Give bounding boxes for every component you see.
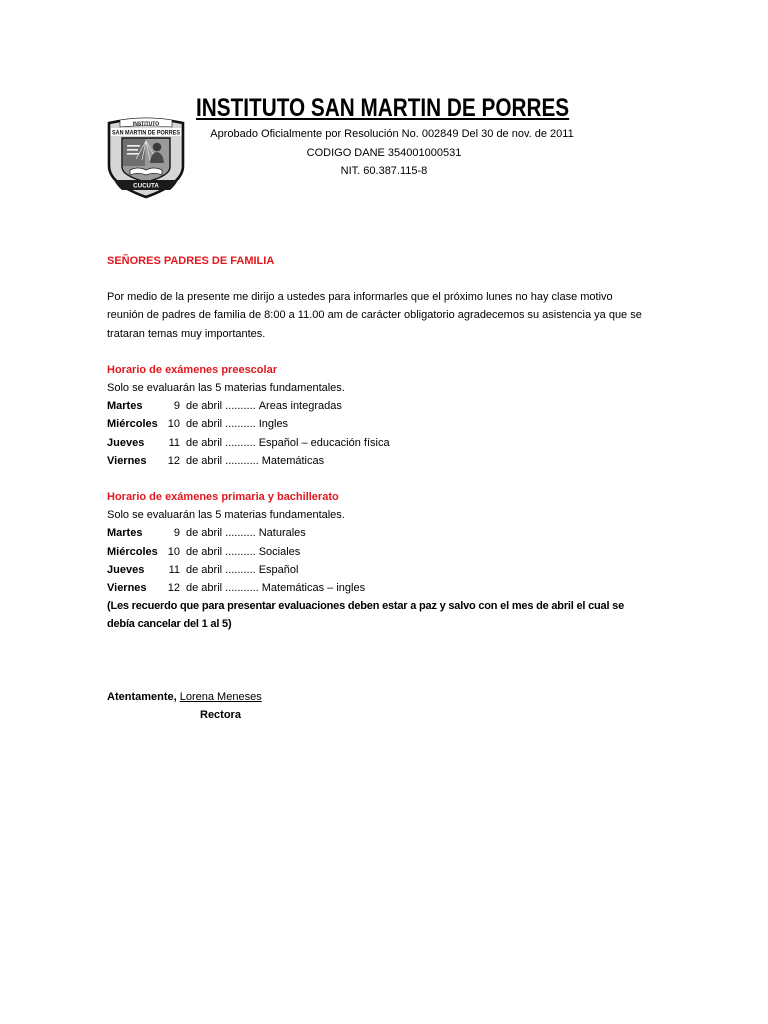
exam-date: 9	[173, 400, 180, 413]
institution-details	[174, 125, 594, 181]
exam-month: de abril ..........	[186, 418, 256, 431]
exam-date: 10	[167, 545, 180, 558]
schedule-heading-primaria-bachillerato: Horario de exámenes primaria y bachillerato	[107, 491, 339, 504]
exam-day: Viernes	[107, 454, 147, 467]
crest-name-text: SAN MARTIN DE PORRES	[112, 129, 181, 137]
exam-subject: Areas integradas	[258, 400, 342, 413]
crest-motto-mark	[127, 153, 139, 155]
body-paragraph-line: Por medio de la presente me dirijo a ustedes para informarles que el próximo lunes no hay clase motivo	[107, 291, 613, 304]
schedule-row	[107, 452, 747, 470]
exam-date: 9	[173, 527, 180, 540]
exam-date: 12	[167, 454, 180, 467]
exam-subject: Español	[258, 563, 299, 576]
schedule-row	[107, 579, 747, 597]
exam-month: de abril ..........	[186, 527, 256, 540]
crest-top-text: INSTITUTO	[132, 121, 160, 128]
exam-month: de abril ..........	[186, 436, 256, 449]
exam-month: de abril ...........	[186, 454, 259, 467]
schedule-row	[107, 524, 747, 542]
exam-subject: Matemáticas – ingles	[261, 581, 366, 594]
exam-month: de abril ..........	[186, 563, 256, 576]
exam-subject: Naturales	[258, 527, 306, 540]
schedule-note: Solo se evaluarán las 5 materias fundamentales.	[107, 509, 345, 522]
exam-day: Martes	[107, 527, 143, 540]
exam-day: Jueves	[107, 436, 145, 449]
exam-date: 10	[167, 418, 180, 431]
exam-month: de abril ..........	[186, 400, 256, 413]
schedule-row	[107, 434, 747, 452]
crest-motto-mark	[127, 149, 138, 151]
approval-resolution-line: Aprobado Oficialmente por Resolución No. 002849 Del 30 de nov. de 2011	[210, 128, 574, 140]
schedule-heading-preescolar: Horario de exámenes preescolar	[107, 363, 277, 376]
exam-day: Viernes	[107, 581, 147, 594]
exam-date: 11	[168, 436, 180, 449]
crest-city-text: CUCUTA	[133, 182, 159, 190]
dane-code-line: CODIGO DANE 354001000531	[306, 146, 462, 159]
crest-motto-mark	[127, 145, 140, 147]
exam-month: de abril ...........	[186, 581, 259, 594]
exam-subject: Matemáticas	[261, 454, 325, 467]
salutation: SEÑORES PADRES DE FAMILIA	[107, 255, 275, 267]
exam-month: de abril ..........	[186, 545, 256, 558]
signature-line	[107, 688, 747, 706]
exam-day: Martes	[107, 400, 143, 413]
exam-day: Miércoles	[107, 418, 158, 431]
schedule-row	[107, 415, 747, 433]
exam-date: 12	[167, 581, 180, 594]
exam-date: 11	[168, 563, 180, 576]
nit-line: NIT. 60.387.115-8	[340, 165, 428, 177]
schedule-row	[107, 561, 747, 579]
closing-text: Atentamente,	[107, 690, 177, 703]
letter-body	[107, 252, 747, 724]
payment-reminder-line: debía cancelar del 1 al 5)	[107, 618, 232, 631]
body-paragraph-line: reunión de padres de familia de 8:00 a 11.00 am de carácter obligatorio agradecemos su asistencia ya que se	[107, 309, 642, 322]
exam-subject: Español – educación física	[258, 436, 390, 449]
exam-subject: Sociales	[258, 545, 301, 558]
exam-day: Jueves	[107, 563, 145, 576]
institution-title: INSTITUTO SAN MARTIN DE PORRES	[196, 94, 570, 122]
signer-title: Rectora	[200, 708, 241, 721]
schedule-note: Solo se evaluarán las 5 materias fundamentales.	[107, 382, 345, 395]
crest-left-field	[123, 139, 145, 166]
exam-subject: Ingles	[258, 418, 289, 431]
exam-day: Miércoles	[107, 545, 158, 558]
crest-figure-head-icon	[153, 143, 162, 152]
schedule-row	[107, 543, 747, 561]
schedule-row	[107, 397, 747, 415]
payment-reminder-line: (Les recuerdo que para presentar evaluaciones deben estar a paz y salvo con el mes de abril el cual se	[107, 599, 624, 612]
body-paragraph-line: trataran temas muy importantes.	[107, 327, 266, 340]
signer-name: Lorena Meneses	[179, 690, 262, 703]
